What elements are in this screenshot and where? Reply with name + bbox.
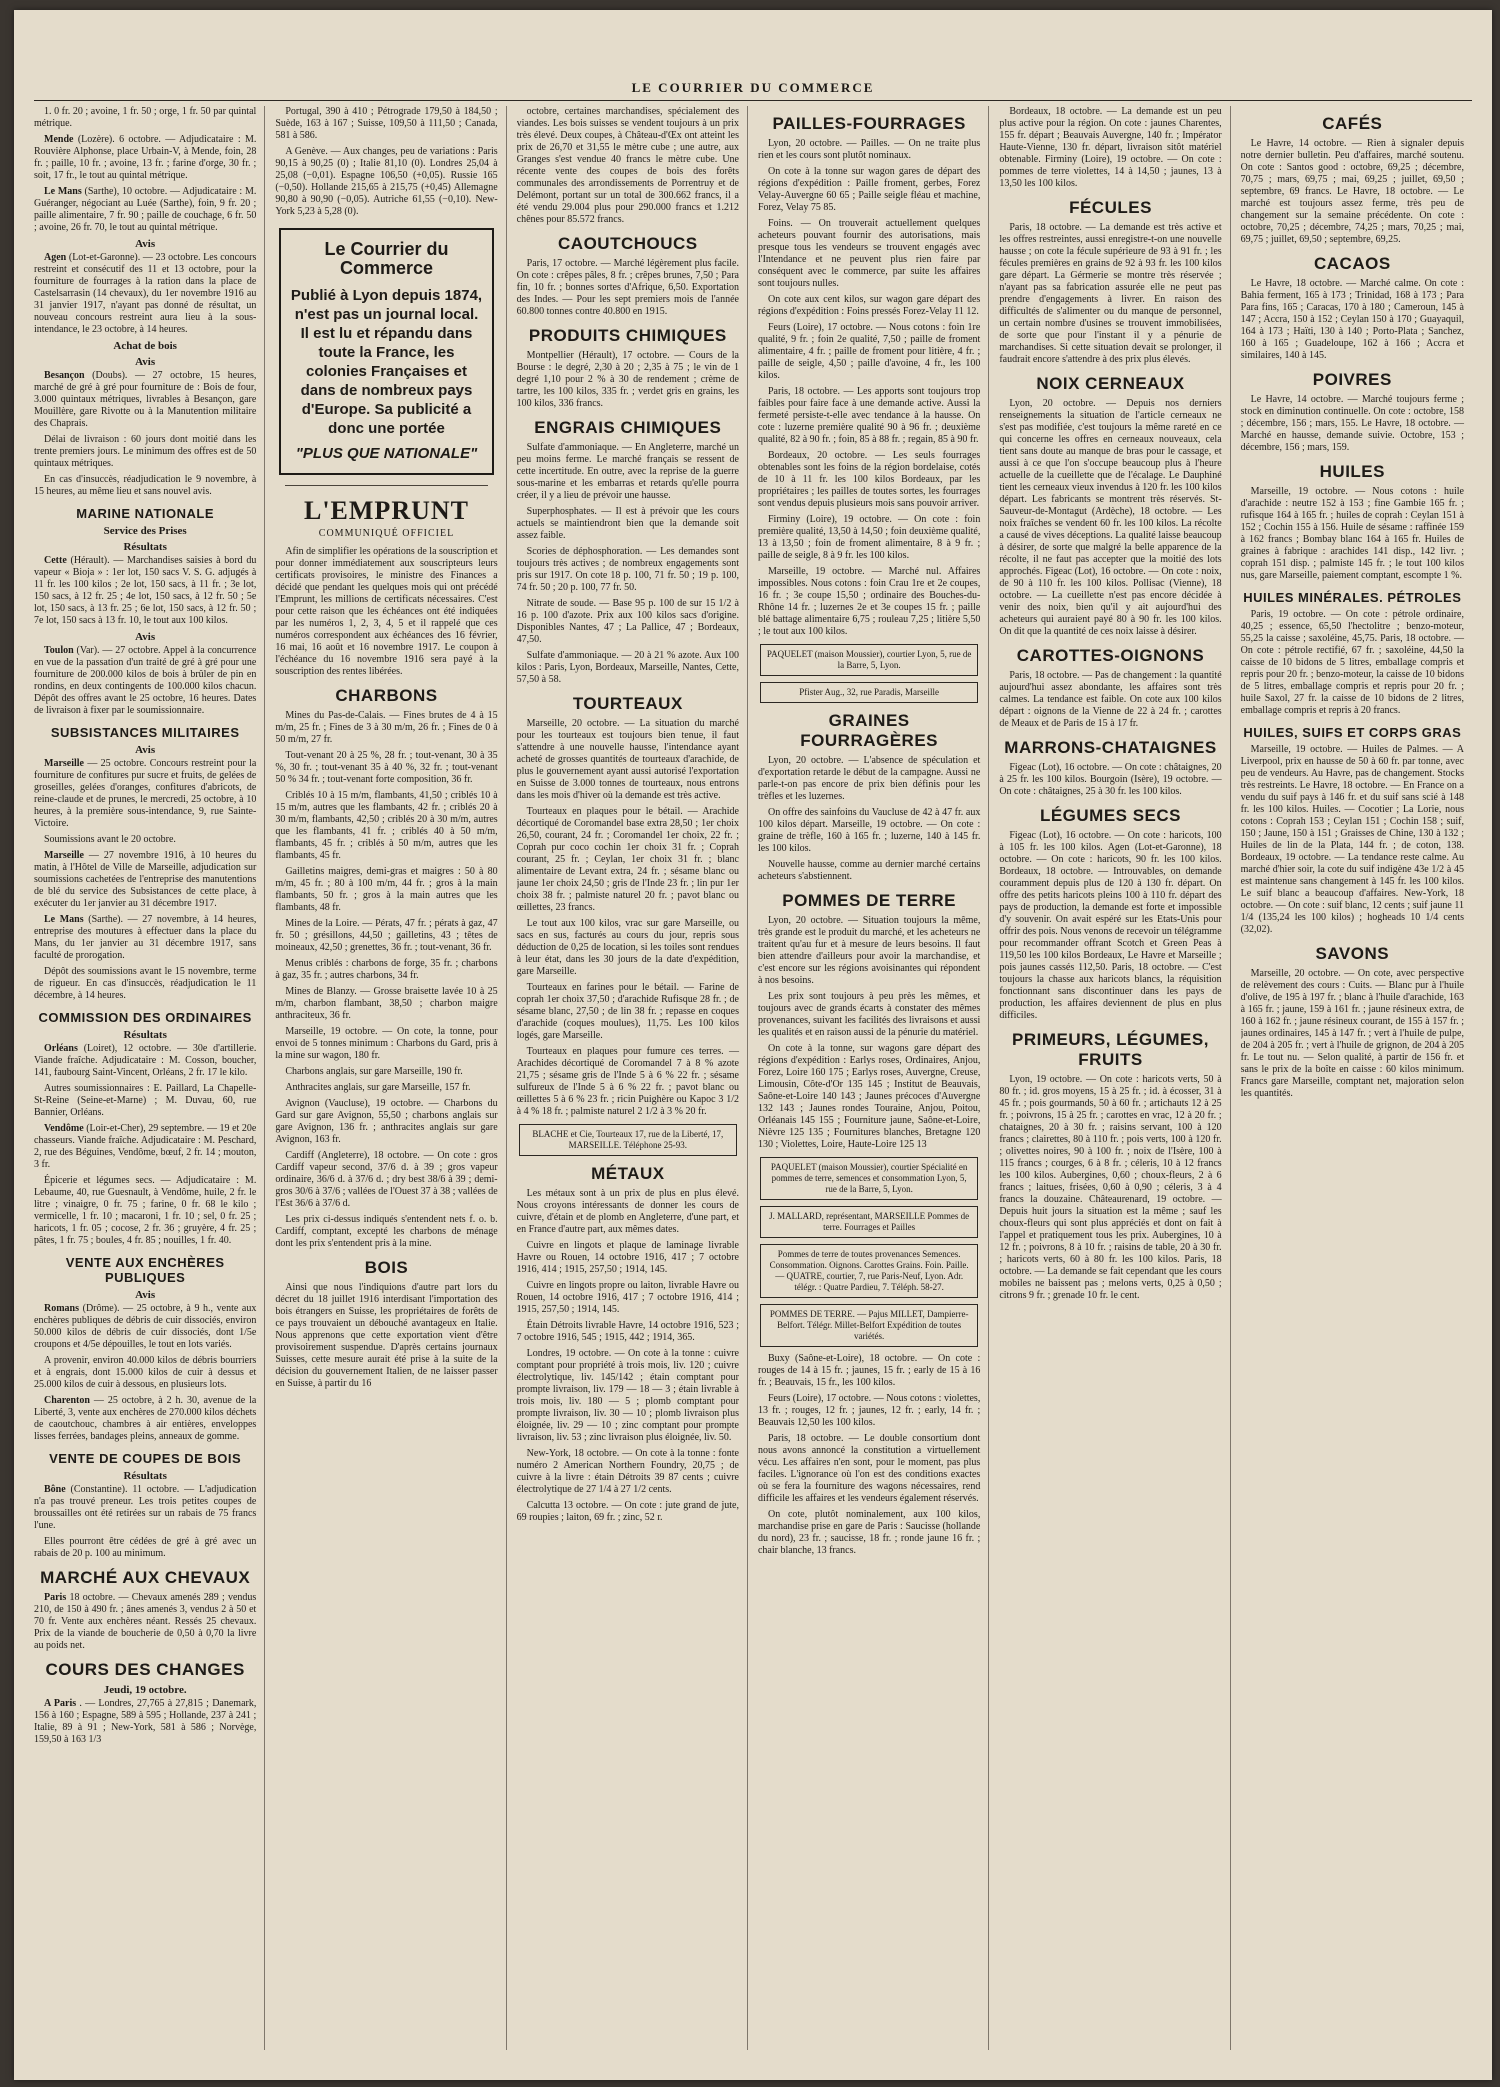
paragraph-text: (Lot-et-Garonne). — 23 octobre. Les concours restreint et consécutif des 11 et 13 octobre, pour la fourniture de fourrages à la ration dans la place de Castelsarrasin (14 chevaux), du 1er novembre 1916 au 31 janvier 1917, n'ayant pas donné de résultat, un nouveau concours restreint aura lieu à la sous-intendance, le 23 octobre, à 14 heures.	[34, 252, 257, 335]
article-paragraph: Foins. — On trouverait actuellement quelques acheteurs pouvant fournir des autorisations, mais presque tous les vendeurs se trouvent engagés avec l'Intendance et ne peuvent plus rien faire par conséquent avec le commerce, par suite les affaires sont toujours nulles.	[757, 218, 981, 289]
pdt-continued-text: Bordeaux, 18 octobre. — La demande est un peu plus active pour la région. On cote : jaunes Charentes, 155 fr. départ ; Beauvais Auvergne, 140 fr. ; Impérator Haute-Vienne, 130 fr. départ, livraison sitôt matériel obtenable. Firminy (Loire), 19 octobre. — On cote : pommes de terre violettes, 14 à 14,50 ; jaunes, 13 à 13,50 les 100 kilos.	[999, 106, 1222, 189]
charbons-title: CHARBONS	[335, 686, 438, 705]
column-5	[999, 106, 1230, 2050]
columns	[34, 106, 1472, 2050]
sub-heading: Résultats	[123, 541, 167, 553]
paragraph-text: En cas d'insuccès, réadjudication le 9 novembre, à 15 heures, au même lieu et sans nouvel avis.	[34, 474, 257, 497]
paragraph-text: A provenir, environ 40.000 kilos de débris bourriers et à engrais, dont 15.000 kilos de cuir à dessus et 25.000 kilos de cuir à dessous, en plusieurs lots.	[34, 1355, 257, 1390]
poivres-title: POIVRES	[1312, 370, 1392, 389]
place-name: Romans	[44, 1303, 80, 1314]
bois-continued-text: octobre, certaines marchandises, spécialement des viandes. Les bois suisses se vendent toujours à un prix très élevé. Deux coupes, à Château-d'Œx ont atteint les prix de 26,70 et 31,55 le mètre cube ; une autre, aux Granges s'est vendue 40 francs le mètre cube. Une récente vente des coupes de bois des forêts communales des arrondissements de Porrentruy et de Delémont, portant sur un total de 300.662 francs, il a été vendu 29.004 plus pour 290.000 francs et 1.212 chênes pour 85.572 francs.	[516, 106, 739, 225]
section-heading: COURS DES CHANGES	[45, 1660, 245, 1679]
emprunt-text: Afin de simplifier les opérations de la souscription et pour donner immédiatement aux souscripteurs leurs certificats provisoires, le ministre des Finances a décidé que pendant les quelques mois qui ont précédé l'Emprunt, les millions de certificats nécessaires. C'est pour cette raison que les échéances ont été indiquées par les numéros 1, 2, 3, 4, 5 et il rappelé que ces numéros correspondent aux échéances des 16 février, 16 mai, 16 août et 16 novembre 1917. Le coupon à l'échéance du 16 novembre 1916 sera payé à la souscription des rentes libérées.	[275, 546, 498, 677]
article-paragraph: Cuivre en lingots propre ou laiton, livrable Havre ou Rouen, 14 octobre 1916, 417 ; 7 octobre 1916, 414 ; 1915, 257,50 ; 1914, 145.	[516, 1280, 739, 1315]
article-paragraph: On cote, plutôt nominalement, aux 100 kilos, marchandise prise en gare de Paris : Saucisse (hollande du nord), 23 fr. ; saucisse, 18 fr. ; ronde jaune 16 fr. ; chair blanche, 13 francs.	[757, 1509, 981, 1556]
paragraph-text: Délai de livraison : 60 jours dont moitié dans les trente premiers jours. Le minimum des offres est de 50 quintaux métriques.	[34, 434, 257, 469]
article-paragraph: Paris, 18 octobre. — Le double consortium dont nous avons annoncé la constitution a virtuellement vécu. Les affaires n'en sont, pour le moment, pas plus faciles. L'ignorance où l'on est des conditions exactes où se fera la fourniture des wagons nécessaires, rend difficile les affaires et les vendeurs également réservés.	[757, 1433, 981, 1504]
article-paragraph: Superphosphates. — Il est à prévoir que les cours actuels se maintiendront bien que la demande soit assez faible.	[516, 506, 739, 541]
place-name: Marseille	[44, 758, 84, 769]
article-paragraph: Anthracites anglais, sur gare Marseille, 157 fr.	[285, 1082, 471, 1093]
marrons-chataignes-text: Figeac (Lot), 16 octobre. — On cote : châtaignes, 20 à 25 fr. les 100 kilos. Bourgoin (Isère), 19 octobre. — On cote : châtaignes, 25 à 30 fr. les 100 kilos.	[999, 762, 1222, 797]
article-paragraph	[34, 555, 256, 627]
section-heading: VENTE DE COUPES DE BOIS	[49, 1451, 242, 1466]
graines-section	[758, 755, 980, 883]
column-4	[758, 106, 989, 2050]
paragraph-text: — 27 novembre 1916, à 10 heures du matin, à l'Hôtel de Ville de Marseille, adjudication sur soumissions cachetées de l'entreprise des manutentions de blé du service des Subsistances de cette place, à exécuter du 1er janvier au 31 décembre 1917.	[34, 850, 257, 909]
sub-heading: Avis	[135, 744, 156, 756]
article-paragraph	[34, 1123, 256, 1171]
cafes-text: Le Havre, 14 octobre. — Rien à signaler depuis notre dernier bulletin. Peu d'affaires, marché soutenu. On cote : Santos good : octobre, 69,25 ; décembre, 70,75 ; mars, 69,75 ; mai, 69,25 ; juillet, 69,50 ; septembre, 69 francs. Le Havre, 18 octobre. — Le marché est toujours assez ferme, très peu de changement sur la semaine précédente. On cote : octobre, 70,25 ; décembre, 74,25 ; mars, 70,25 ; mai, 69,75 ; juillet, 69,50 ; septembre, 69,25.	[1240, 138, 1464, 245]
pommes-de-terre-title: POMMES DE TERRE	[782, 891, 957, 910]
noix-cerneaux-text: Lyon, 20 octobre. — Depuis nos derniers renseignements la situation de l'article cerneaux ne s'est pas modifiée, c'est toujours la même rareté en ce qui concerne les offres en cerneaux nouveaux, cela tient sans doute au manque de bras pour le cassage, et aussi à ce que l'on s'occupe beaucoup plus à l'heure actuelle de la cueillette que de l'écalage. Le Dauphiné tient les cerneaux vieux invendus à 120 fr. les 100 kilos départ. Les fabricants se montrent très réservés. St-Sauveur-de-Montagut (Ardèche), 18 octobre. — Les noix fraîches se vendent 60 fr. les 100 kilos. La récolte a causé de vives déceptions. La qualité laisse beaucoup à désirer, de sorte que malgré la belle apparence de la récolte, il ne faut pas accepter que la moitié des lots approchés. Figeac (Lot), 16 octobre. — On cote : noix, de 90 à 110 fr. les 100 kilos. Pollisac (Vienne), 18 octobre. — La cueillette n'est pas encore décidée à venir des noix, bien qu'il y ait aujourd'hui des acheteurs qui auraient payé 80 à 90 fr. les 100 kilos. On dit que la quantité de ces noix laisse à désirer.	[999, 398, 1222, 637]
article-paragraph	[34, 758, 256, 830]
huiles-text: Marseille, 19 octobre. — Nous cotons : huile d'arachide : neutre 152 à 153 ; fine Gambie 165 fr. ; rufisque 164 à 165 fr. ; huiles de coprah : Ceylan 151 à 152 ; Cochin 155 à 156. Huile de sésame : raffinée 159 à 162 francs ; Bombay blanc 164 à 165 fr. Huiles de graines à fabrique : arachides 141 disp., 142 livr. ; coprah 151 disp. ; palmiste 145 fr. ; le tout 100 kilos nus, gare Marseille, paiement comptant, escompte 1 %.	[1240, 486, 1464, 581]
article-paragraph	[34, 1043, 256, 1079]
paragraph-text: Épicerie et légumes secs. — Adjudicataire : M. Lebaume, 40, rue Guesnault, à Vendôme, huile, 2 fr. le litre ; vinaigre, 0 fr. 75 ; farine, 0 fr. 68 le kilo ; vermicelle, 1 fr. 10 ; macaroni, 1 fr. 10 ; sel, 0 fr. 25 ; haricots, 1 fr. 05 ; cocose, 2 fr. 36 ; gruyère, 4 fr. 25 ; pâtes, 1 fr. 75 ; boules, 4 fr. 85 ; nouilles, 1 fr. 40.	[34, 1175, 257, 1246]
quatre-ad-box: Pommes de terre de toutes provenances Semences. Consommation. Oignons. Carottes Grains. Foin. Paille. — QUATRE, courtier, 7, rue Paris-Neuf, Lyon. Adr. télégr. : Quatre Pardieu, 7. Téléph. 58-27.	[760, 1244, 978, 1298]
bois-title: BOIS	[364, 1258, 409, 1277]
article-paragraph	[34, 1484, 256, 1532]
paragraph-text: 18 octobre. — Chevaux amenés 289 ; vendus 210, de 150 à 490 fr. ; ânes amenés 3, vendus 2 à 50 et 70 fr. Vente aux enchères néant. Ressés 25 chevaux. Prix de la viande de boucherie de 0,50 à 0,70 la livre au poids net.	[34, 1592, 257, 1651]
caoutchoucs-text: Paris, 17 octobre. — Marché légèrement plus facile. On cote : crêpes pâles, 8 fr. ; crêpes brunes, 7,50 ; Para fin, 10 fr. ; bonnes sortes d'Afrique, 6,50. Exportation des Indes. — Pour les sept premiers mois de l'année 60.800 tonnes contre 40.800 en 1915.	[516, 258, 739, 317]
article-paragraph: Étain Détroits livrable Havre, 14 octobre 1916, 523 ; 7 octobre 1916, 545 ; 1915, 442 ; 1914, 365.	[516, 1320, 739, 1343]
savons-text: Marseille, 20 octobre. — On cote, avec perspective de relèvement des cours : Cuits. — Blanc pur à l'huile d'olive, de 195 à 197 fr. ; blanc à l'huile d'arachide, 163 à 165 fr. ; jaune, 159 à 161 fr. ; jaune résineux extra, de 160 à 162 fr. ; jaune résineux courant, de 155 à 157 fr. ; jaunes ordinaires, 145 à 147 fr. ; vert à l'huile de pulpe, de 204 à 205 fr. ; vert à l'huile de grignon, de 204 à 205 fr. Le tout nu. — Selon qualité, à partir de 156 fr. et sans le prix de la boîte en caisse : 60 kilos minimum. Francs gare Marseille, comptant net, majoration selon les quantités.	[1240, 968, 1464, 1099]
column-3	[517, 106, 748, 2050]
article-paragraph	[34, 134, 256, 182]
paragraph-text: Dépôt des soumissions avant le 15 novembre, terme de rigueur. En cas d'insuccès, réadjudication le 11 décembre, à 14 heures.	[34, 966, 257, 1001]
article-paragraph	[34, 1536, 256, 1560]
ad-footer: "PLUS QUE NATIONALE"	[295, 445, 478, 462]
article-paragraph: Tout-venant 20 à 25 %, 28 fr. ; tout-venant, 30 à 35 %, 30 fr. ; tout-venant 35 à 40 %, 32 fr. ; tout-venant 50 % 34 fr. ; tout-venant forte composition, 36 fr.	[275, 750, 498, 785]
suifs-title: HUILES, SUIFS ET CORPS GRAS	[1243, 725, 1462, 740]
place-name: Le Mans	[44, 914, 84, 925]
article-paragraph: Sulfate d'ammoniaque. — En Angleterre, marché un peu moins ferme. Le marché français se ressent de cette incertitude. En outre, avec la reprise de la guerre sous-marine et les embarras et retards qu'elle pourra créer, il y a lieu de prévoir une hausse.	[516, 442, 739, 501]
fecules-text: Paris, 18 octobre. — La demande est très active et les offres restreintes, aussi enregistre-t-on une nouvelle hausse ; on cote la fécule supérieure de 93 à 91 fr. ; les fécules premières en grains de 92 à 93 fr. les 100 kilos gare départ. La Gérmerie se montre très réservée ; n'ayant pas sa fabrication assurée elle ne peut pas prendre d'engagements à livrer. En raison des difficultés de s'alimenter ou du manque de personnel, un certain nombre d'usines se trouvent immobilisées, de sorte que pour l'instant il y a pénurie de marchandises. Si cette situation devait se prolonger, il faudrait encore s'attendre à des prix plus élevés.	[999, 222, 1222, 365]
noix-cerneaux-title: NOIX CERNEAUX	[1036, 374, 1185, 393]
paragraph-text: (Var). — 27 octobre. Appel à la concurrence en vue de la passation d'un traité de gré à gré pour une fourniture de 200.000 kilos de bois à brûler de pin en rondins, en deux contingents de 100.000 kilos chacun. Dépôt des offres avant le 25 octobre, 16 heures. Dates de livraison à fixer par le soumissionnaire.	[34, 645, 257, 716]
paquelet-ad-box: PAQUELET (maison Moussier), courtier Lyon, 5, rue de la Barre, 5, Lyon.	[760, 644, 978, 676]
article-paragraph: Tourteaux en farines pour le bétail. — Farine de coprah 1er choix 37,50 ; d'arachide Rufisque 28 fr. ; de sésame blanc, 27,50 ; de lin 38 fr. ; repasse en coques d'arachide (coques moulues), 11,75. Les 100 kilos logés, gare Marseille.	[516, 982, 739, 1041]
paragraph-text: (Sarthe), 10 octobre. — Adjudicataire : M. Guéranger, négociant au Luée (Sarthe), foin, 9 fr. 20 ; paille alimentaire, 7 fr. 90 ; paille de couchage, 6 fr. 50 ; avoine, 26 fr. 70, le tout au quintal métrique.	[34, 186, 257, 233]
legumes-secs-title: LÉGUMES SECS	[1039, 806, 1182, 825]
section-heading: SUBSISTANCES MILITAIRES	[50, 725, 240, 740]
place-name: Le Mans	[44, 186, 82, 197]
article-paragraph: Nitrate de soude. — Base 95 p. 100 de sur 15 1/2 à 16 p. 100 d'azote. Prix aux 100 kilos sacs d'origine. Disponibles Nantes, 47 ; La Pallice, 47 ; Bordeaux, 47,50.	[516, 598, 739, 645]
paragraph-text: (Constantine). 11 octobre. — L'adjudication n'a pas trouvé preneur. Les trois petites coupes de broussailles ont été retirées sur un rabais de 75 francs l'une.	[34, 1484, 257, 1531]
emprunt-title: L'EMPRUNT	[303, 496, 469, 525]
article-paragraph: Les prix sont toujours à peu près les mêmes, et toujours avec de grands écarts à constater des mêmes provenances, suivant les facilités des livraisons et aussi les qualités et en raison aussi de la pénurie du matériel.	[757, 991, 981, 1038]
article-paragraph: Marseille, 19 octobre. — On cote, la tonne, pour envoi de 5 tonnes minimum : Charbons du Gard, pris à la mine sur wagon, 180 fr.	[275, 1026, 498, 1061]
marrons-chataignes-title: MARRONS-CHATAIGNES	[1004, 738, 1217, 757]
emprunt-subtitle: COMMUNIQUÉ OFFICIEL	[318, 528, 455, 539]
page-header: LE COURRIER DU COMMERCE	[34, 80, 1472, 101]
article-paragraph: Cuivre en lingots et plaque de laminage livrable Havre ou Rouen, 14 octobre 1916, 417 ; 7 octobre 1916, 414 ; 1915, 257,50 ; 1914, 145.	[516, 1240, 739, 1275]
article-paragraph: On cote à la tonne, sur wagons gare départ des régions d'expédition : Earlys roses, Ordinaires, Anjou, Forez, Loire 160 175 ; Earlys roses, Auvergne, Creuse, Limousin, Côte-d'Or 135 145 ; Institut de Beauvais, Saône-et-Loire 140 143 ; Jaunes précoces d'Auvergne 132 143 ; Jaunes rondes Touraine, Anjou, Poitou, Orléanais 145 155 ; Fourniture jaune, Saône-et-Loire, Nièvre 125 135 ; Fournitures blanches, Bretagne 120 130 ; Violettes, Loire, Haute-Loire 125 13	[757, 1043, 981, 1150]
pailles-section	[758, 138, 980, 638]
column-2	[275, 106, 506, 2050]
article-paragraph: On offre des sainfoins du Vaucluse de 42 à 47 fr. aux 100 kilos départ. Marseille, 19 octobre. — On cote : graine de trèfle, 160 à 165 fr. ; luzerne, 140 à 145 fr. les 100 kilos.	[757, 807, 981, 854]
paragraph-text: — 25 octobre. Concours restreint pour la fourniture de confitures pur sucre et fruits, de gelées de groseilles, gelées d'oranges, confitures d'abricots, de reine-claude et de prunes, le mercredi, 25 octobre, à 10 heures, à la première sous-intendance, 9, rue Sainte-Victoire.	[34, 758, 257, 829]
place-name: Mende	[44, 134, 74, 145]
caoutchoucs-title: CAOUTCHOUCS	[558, 234, 698, 253]
article-paragraph: On cote à la tonne sur wagon gares de départ des régions d'expédition : Paille froment, gerbes, Forez Velay-Auvergne 60 65 ; Paille seigle fléau et machine, Forez, Velay 75 85.	[757, 166, 981, 213]
sub-heading: Avis	[135, 238, 156, 250]
paragraph-text: (Sarthe). — 27 novembre, à 14 heures, entreprise des moutures à effectuer dans la place du Mans, du 1er janvier au 31 décembre 1917, sans faculté de prorogation.	[34, 914, 257, 961]
article-paragraph	[34, 106, 256, 130]
paragraph-text: Elles pourront être cédées de gré à gré avec un rabais de 20 p. 100 au minimum.	[34, 1536, 257, 1559]
pailles-fourrages-title: PAILLES-FOURRAGES	[772, 114, 966, 133]
article-paragraph: Tourteaux en plaques pour fumure ces terres. — Arachides décortiqué de Coromandel 7 à 8 % azote 21,75 ; sésame gris de l'Inde 5 à 6 % 22 fr. ; sésame sulfureux de l'Inde 5 à 6 % 22 fr. ; pavot blanc ou œillettes 5 à 6 % 23 fr. ; ricin Puighère ou Kapoc 3 1/2 à 4 % 18 fr. ; palmiste naturel 2 1/2 à 3 % 20 fr.	[516, 1046, 739, 1117]
article-paragraph: Londres, 19 octobre. — On cote à la tonne : cuivre comptant pour propriété à trois mois, liv. 120 ; cuivre électrolytique, liv. 145/142 ; étain comptant pour prompte livraison, liv. 179 — 18 — 3 ; étain livrable à trois mois, liv. 180 — 5 ; plomb comptant pour prompte livraison, liv. 30 — 10 ; plomb livraison plus éloignée, liv. 29 — 10 ; zinc comptant pour prompte livraison, liv. 53 ; zinc livraison plus éloignée, liv. 50.	[516, 1348, 739, 1443]
charbons-section	[275, 710, 497, 1250]
article-paragraph: Lyon, 20 octobre. — Pailles. — On ne traite plus rien et les cours sont plutôt nominaux.	[757, 138, 981, 161]
place-name: Agen	[44, 252, 67, 263]
article-paragraph: Le tout aux 100 kilos, vrac sur gare Marseille, ou sacs en sus, facturés au cours du jour, repris sous déduction de 0,25 de location, si les toiles sont rendues à leur état, dans les 30 jours de la date d'expédition, gare Marseille.	[516, 918, 739, 977]
primeurs-title: PRIMEURS, LÉGUMES, FRUITS	[1012, 1030, 1209, 1069]
article-paragraph	[34, 474, 256, 498]
paragraph-text: 1. 0 fr. 20 ; avoine, 1 fr. 50 ; orge, 1 fr. 50 par quintal métrique.	[34, 106, 257, 129]
article-paragraph	[34, 1303, 256, 1351]
article-paragraph: Cardiff (Angleterre), 18 octobre. — On cote : gros Cardiff vapeur second, 37/6 d. à 39 ; gros vapeur ordinaire, 36/6 d. à 37/6 d. ; dry best 38/6 à 39 ; demi-gros 30/6 à 37/6 ; vallées de l'Ouest 37 à 38 ; vallées de l'Est 36/6 à 37/6 d.	[275, 1150, 498, 1209]
section-heading: COMMISSION DES ORDINAIRES	[38, 1010, 252, 1025]
article-paragraph: Paris, 18 octobre. — Les apports sont toujours trop faibles pour faire face à une demande active. Aussi la fermeté persiste-t-elle avec tendance à la hausse. On cote : luzerne première qualité 90 à 96 fr. ; deuxième qualité, 82 à 90 fr. ; foin, 85 à 88 fr. ; regain, 85 à 90 fr.	[757, 386, 981, 445]
cacaos-title: CACAOS	[1313, 254, 1391, 273]
place-name: Paris	[44, 1592, 67, 1603]
sub-heading: Service des Prises	[103, 525, 187, 537]
section-heading: MARINE NATIONALE	[76, 506, 215, 521]
article-paragraph: Criblés 10 à 15 m/m, flambants, 41,50 ; criblés 10 à 15 m/m, autres que les flambants, 42 fr. ; criblés 20 à 30 m/m, flambants, 42,50 ; criblés 20 à 30 m/m, autres que les flambants, 41 fr. ; criblés 40 à 50 m/m, flambants, 45 fr. ; criblés à 50 m/m, autres que les flambants, 45 fr.	[275, 790, 498, 861]
article-paragraph: Feurs (Loire), 17 octobre. — Nous cotons : foin 1re qualité, 9 fr. ; foin 2e qualité, 7,50 ; paille de froment alimentaire, 4 fr. ; paille de froment pour litière, 4 fr. ; paille de seigle, 4,50 ; paille d'avoine, 4 fr., les 100 kilos.	[757, 322, 981, 381]
article-paragraph	[34, 1698, 256, 1746]
changes-continued-text: Portugal, 390 à 410 ; Pétrograde 179,50 à 184,50 ; Suède, 163 à 167 ; Suisse, 109,50 à 111,50 ; Canada, 581 à 586.	[275, 106, 498, 141]
article-paragraph: Tourteaux en plaques pour le bétail. — Arachide décortiqué de Coromandel base extra 28,50 ; 1er choix 26,50, courant, 24 fr. ; Coromandel 1er choix, 22 fr. ; Coprah pur coco cochin 1er choix 31 fr. ; Coprah courant, 25 fr. ; Ceylan, 1er choix 31 fr. ; blanc alimentaire de Levant extra, 24 fr. ; sésame blanc ou jaune 1er choix 24,50 ; gris de l'Inde 23 fr. ; lin pur 1er choix 38 fr. ; palmiste naturel 20 fr. ; pavot blanc ou œillettes, 23 francs.	[516, 806, 739, 913]
article-paragraph	[34, 186, 256, 234]
section-heading: MARCHÉ AUX CHEVAUX	[40, 1568, 251, 1587]
column-1	[34, 106, 265, 2050]
paragraph-text: (Doubs). — 27 octobre, 15 heures, marché de gré à gré pour fourniture de : Bois de four, 3.000 quintaux métriques, livrables à Besançon, gare Mouillère, gare Rivotte ou à la Manutention militaire des Chaprais.	[34, 370, 257, 429]
sub-heading: Jeudi, 19 octobre.	[103, 1684, 187, 1696]
article-paragraph: Sulfate d'ammoniaque. — 20 à 21 % azote. Aux 100 kilos : Paris, Lyon, Bordeaux, Marseille, Nantes, Cette, 57,50 à 58.	[516, 650, 739, 685]
article-paragraph: Mines du Pas-de-Calais. — Fines brutes de 4 à 15 m/m, 25 fr. ; Fines de 3 à 30 m/m, 26 fr. ; Fines de 0 à 50 m/m, 27 fr.	[275, 710, 498, 745]
article-paragraph	[34, 1395, 256, 1443]
section-heading: VENTE AUX ENCHÈRES PUBLIQUES	[65, 1255, 225, 1285]
article-paragraph: New-York, 18 octobre. — On cote à la tonne : fonte numéro 2 American Northern Foundry, 20,75 ; de cuivre à la livre : étain Détroits 39 87 cents ; cuivre électrolytique de 27 1/4 à 27 1/2 cents.	[516, 1448, 739, 1495]
mallard-ad-box: J. MALLARD, représentant, MARSEILLE Pommes de terre. Fourrages et Pailles	[760, 1206, 978, 1238]
place-name: Marseille	[44, 850, 84, 861]
huiles-title: HUILES	[1319, 462, 1385, 481]
engrais-section	[517, 442, 739, 686]
newspaper-page	[14, 10, 1492, 2080]
place-name: Toulon	[44, 645, 74, 656]
carottes-oignons-title: CAROTTES-OIGNONS	[1016, 646, 1205, 665]
ad-title: Le Courrier du Commerce	[324, 239, 449, 278]
fecules-title: FÉCULES	[1069, 198, 1152, 217]
paragraph-text: (Loiret), 12 octobre. — 30e d'artillerie. Viande fraîche. Adjudicataire : M. Cosson, boucher, 141, faubourg Saint-Vincent, Orléans, 2 fr. 17 le kilo.	[34, 1043, 257, 1078]
poivres-text: Le Havre, 14 octobre. — Marché toujours ferme ; stock en diminution continuelle. On cote : octobre, 158 ; décembre, 156 ; mars, 155. Le Havre, 18 octobre. — Marché en hausse, demande suivie. Octobre, 153 ; décembre, 156 ; mars, 159.	[1240, 394, 1464, 453]
article-paragraph: Marseille, 20 octobre. — La situation du marché pour les tourteaux est toujours bien tenue, il faut s'attendre à une nouvelle hausse, l'intendance ayant acheté de grosses quantités de tourteaux d'arachide, de plus le gouvernement ayant aussi autorisé l'exportation en Suisse de 3.000 tonnes de tourteaux, nous entrons dans les mois d'hiver où la demande est très active.	[516, 718, 739, 801]
paragraph-text: (Drôme). — 25 octobre, à 9 h., vente aux enchères publiques de débris de cuir dissociés, environ 50.000 kilos de débris de cuir dissociés, dont 1/5e croupons et 4/5e dépouilles, le tout en lots variés.	[34, 1303, 257, 1350]
place-name: A Paris	[44, 1698, 77, 1709]
article-paragraph: Mines de Blanzy. — Grosse braisette lavée 10 à 25 m/m, charbon flambant, 38,50 ; charbon maigre anthraciteux, 36 fr.	[275, 986, 498, 1021]
graines-fourrageres-title: GRAINES FOURRAGÈRES	[800, 711, 939, 750]
produits-chimiques-title: PRODUITS CHIMIQUES	[528, 326, 727, 345]
article-paragraph	[34, 645, 256, 717]
article-paragraph: Bordeaux, 20 octobre. — Les seuls fourrages obtenables sont les foins de la région bordelaise, cotés de 10 à 11 fr. les 100 kilos Bordeaux, par les propriétaires ; les pailles de toutes sortes, les fourrages sont vendus depuis plusieurs mois sans pouvoir arriver.	[757, 450, 981, 509]
place-name: Cette	[44, 555, 67, 566]
article-paragraph: Feurs (Loire), 17 octobre. — Nous cotons : violettes, 13 fr. ; rouges, 12 fr. ; jaunes, 12 fr. ; early, 14 fr. ; Beauvais 12,50 les 100 kilos.	[757, 1393, 981, 1428]
place-name: Besançon	[44, 370, 85, 381]
article-paragraph: Buxy (Saône-et-Loire), 18 octobre. — On cote : rouges de 14 à 15 fr. ; jaunes, 15 fr. ; early de 15 à 16 fr. ; Beauvais, 15 fr., les 100 kilos.	[757, 1353, 981, 1388]
article-paragraph: Avignon (Vaucluse), 19 octobre. — Charbons du Gard sur gare Avignon, 55,50 ; charbons anglais sur gare Avignon, 136 fr. ; anthracites anglais sur gare Avignon, 163 fr.	[275, 1098, 498, 1145]
tourteaux-section	[517, 718, 739, 1118]
article-paragraph: Charbons anglais, sur gare Marseille, 190 fr.	[285, 1066, 463, 1077]
article-paragraph: Les métaux sont à un prix de plus en plus élevé. Nous croyons intéressants de donner les cours de cuivre, d'étain et de plomb en Angleterre, d'une part, et en France d'autre part, aux mêmes dates.	[516, 1188, 739, 1235]
huiles-minerales-title: HUILES MINÉRALES. PÉTROLES	[1243, 590, 1462, 605]
paquelet-pdt-ad-box: PAQUELET (maison Moussier), courtier Spécialité en pommes de terre, semences et consommation Lyon, 5, rue de la Barre, 5, Lyon.	[760, 1157, 978, 1200]
article-paragraph	[34, 1175, 256, 1247]
savons-title: SAVONS	[1315, 944, 1390, 963]
paragraph-text: — 25 octobre, à 2 h. 30, avenue de la Liberté, 3, vente aux enchères de 270.000 kilos déchets de caoutchouc, chambres à air entières, enveloppes lisses ferrées, bandages pleins, anneaux de gomme.	[34, 1395, 257, 1442]
courrier-ad-box	[279, 228, 493, 475]
cacaos-text: Le Havre, 18 octobre. — Marché calme. On cote : Bahia ferment, 165 à 173 ; Trinidad, 168 à 173 ; Para Para fins, 165 ; Caracas, 170 à 180 ; Cameroun, 145 à 147 ; Accra, 150 à 152 ; Ceylan 150 à 170 ; Guayaquil, 164 à 173 ; Haïti, 130 à 140 ; Porto-Plata ; Sanchez, 160 à 165 ; Guadeloupe, 162 à 166 ; Accra et similaires, 140 à 145.	[1240, 278, 1464, 361]
huiles-minerales-text: Paris, 19 octobre. — On cote : pétrole ordinaire, 40,25 ; essence, 65,50 l'hectolitre ; benzo-moteur, 55,25 la caisse ; saxoléine, 45,75. Paris, 18 octobre. — On cote : pétrole rectifié, 67 fr. ; saxoléine, 44,50 la caisse de 10 bidons de 5 litres, emballage compris et repris pour 20 fr. ; benzo-moteur, la caisse de 10 bidons de 5 litres, emballage compris et repris pour 20 fr. ; huile Saxol, 27 fr. la caisse de 10 bidons de 2 litres, emballage compris et repris à 20 francs.	[1240, 609, 1464, 716]
blache-ad-box: BLACHE et Cie, Tourteaux 17, rue de la Liberté, 17, MARSEILLE. Téléphone 25-93.	[519, 1124, 737, 1156]
article-paragraph	[34, 370, 256, 430]
article-paragraph: On cote aux cent kilos, sur wagon gare départ des régions d'expédition : Foins pressés Forez-Velay 11 12.	[757, 294, 981, 317]
article-paragraph: Scories de déphosphoration. — Les demandes sont toujours très actives ; de nombreux engagements sont pris sur 1917. On cote 18 p. 100, 71 fr. 50 ; 19 p. 100, 74 fr. 50 ; 20 p. 100, 77 fr. 50.	[516, 546, 739, 593]
sub-heading: Avis	[135, 1289, 156, 1301]
article-paragraph: Lyon, 20 octobre. — L'absence de spéculation et d'exportation retarde le début de la campagne. Aussi ne parle-t-on pas encore de prix bien définis pour les trèfles et les luzernes.	[757, 755, 981, 802]
article-paragraph: Menus criblés : charbons de forge, 35 fr. ; charbons à gaz, 35 fr. ; autres charbons, 34 fr.	[275, 958, 498, 981]
geneve-changes-text: A Genève. — Aux changes, peu de variations : Paris 90,15 à 90,25 (0) ; Italie 81,10 (0). Londres 25,04 à 25,08 (−0,01). Espagne 106,50 (+0,05). Russie 165 (−0,50). Hollande 215,65 à 215,75 (+0,45) Allemagne 90,80 à 90,90 (−0,05). Autriche 61,55 (−0,10). New-York 5,23 à 5,28 (0).	[275, 146, 498, 217]
article-paragraph: Marseille, 19 octobre. — Marché nul. Affaires impossibles. Nous cotons : foin Crau 1re et 2e coupes, 16 fr. ; 3e coupe 15,50 ; ordinaire des Bouches-du-Rhône 14 fr. ; luzernes 2e et 3e coupes 15 fr. ; paille blé battage alimentaire 6,75 ; rouleau 7,25 ; litière 5,50 ; le tout aux 100 kilos.	[757, 566, 981, 637]
paragraph-text: . — Londres, 27,765 à 27,815 ; Danemark, 156 à 160 ; Espagne, 589 à 595 ; Hollande, 237 à 241 ; Italie, 89 à 91 ; New-York, 581 à 586 ; Norvège, 159,50 à 163 1/3	[34, 1698, 257, 1745]
paragraph-text: Soumissions avant le 20 octobre.	[44, 834, 176, 845]
legumes-secs-text: Figeac (Lot), 16 octobre. — On cote : haricots, 100 à 105 fr. les 100 kilos. Agen (Lot-et-Garonne), 18 octobre. — On cote : haricots, 90 fr. les 100 kilos. Bordeaux, 18 octobre. — Introuvables, on demande couramment depuis plus de 120 à 130 fr. départ. On offre des petits haricots pleins 100 à 110 fr. départ des pays de production, la demande est forte et impossible d'y souvenir. On avait espéré sur les Etats-Unis pour offrir des pois. Nous venons de recevoir un télégramme pour recommander offrant Scotch et Green Peas à 119,50 les 100 kilos Bordeaux, Le Havre et Marseille ; pois jaunes cassés 112,50. Paris, 18 octobre. — C'est toujours la chasse aux haricots blancs, la réquisition fonctionnant sans discontinuer dans les pays de production, les affaires deviennent de plus en plus difficiles.	[999, 830, 1222, 1021]
article-paragraph	[34, 434, 256, 470]
paragraph-text: (Hérault). — Marchandises saisies à bord du vapeur « Bioja » : 1er lot, 150 sacs V. S. G. adjugés à 11 fr. les 100 kilos ; 2e lot, 150 sacs, à 11 fr. ; 3e lot, 150 sacs, à 12 fr. 25 ; 4e lot, 150 sacs, à 12 fr. 50 ; 5e lot, 150 sacs, à 13 fr. 25 ; 6e lot, 150 sacs, à 12 fr. 50 ; 7e lot, 150 sacs à 13 fr. 10, le tout aux 100 kilos.	[34, 555, 257, 626]
article-paragraph: Les prix ci-dessus indiqués s'entendent nets f. o. b. Cardiff, comptant, excepté les charbons de ménage dont les prix s'entendent pris à la mine.	[275, 1214, 498, 1249]
article-paragraph	[34, 914, 256, 962]
sub-heading: Achat de bois	[113, 340, 177, 352]
sub-heading: Avis	[135, 631, 156, 643]
divider	[285, 485, 487, 486]
paragraph-text: (Lozère). 6 octobre. — Adjudicataire : M. Rouvière Alphonse, place Urbain-V, à Mende, foin, 28 fr. ; paille, 10 fr. ; avoine, 13 fr. ; farine d'orge, 30 fr. ; soit, 17 fr., le tout au quintal métrique.	[34, 134, 257, 181]
pfister-ad-box: Pfister Aug., 32, rue Paradis, Marseille	[760, 682, 978, 703]
ad-body: Publié à Lyon depuis 1874, n'est pas un journal local. Il est lu et répandu dans toute la France, les colonies Françaises et dans de nombreux pays d'Europe. Sa publicité a donc une portée	[290, 287, 483, 437]
place-name: Bône	[44, 1484, 66, 1495]
place-name: Orléans	[44, 1043, 78, 1054]
engrais-chimiques-title: ENGRAIS CHIMIQUES	[534, 418, 722, 437]
article-paragraph: Gailletins maigres, demi-gras et maigres : 50 à 80 m/m, 45 fr. ; 80 à 100 m/m, 44 fr. ; gros à la main flambants, 50 fr. ; gros à la main autres que les flambants, 48 fr.	[275, 866, 498, 913]
tourteaux-title: TOURTEAUX	[572, 694, 683, 713]
pdt-after-section	[758, 1353, 980, 1557]
article-paragraph: Nouvelle hausse, comme au dernier marché certains acheteurs s'abstiennent.	[757, 859, 981, 882]
article-paragraph: Firminy (Loire), 19 octobre. — On cote : foin première qualité, 13,50 à 14,50 ; foin deuxième qualité, 13 à 13,50 ; foin de froment alimentaire, 8 à 9 fr. ; paille de seigle, 8 à 9 fr. les 100 kilos.	[757, 514, 981, 561]
column-6	[1241, 106, 1472, 2050]
metaux-title: MÉTAUX	[591, 1164, 665, 1183]
sub-heading: Avis	[135, 356, 156, 368]
place-name: Charenton	[44, 1395, 90, 1406]
paragraph-text: (Loir-et-Cher), 29 septembre. — 19 et 20e chasseurs. Viande fraîche. Adjudicataire : M. Peschard, 2, rue des Béguines, Vendôme, bœuf, 2 fr. 14 ; mouton, 3 fr.	[34, 1123, 257, 1170]
article-paragraph	[34, 1592, 256, 1652]
millet-ad-box: POMMES DE TERRE. — Pajus MILLET, Dampierre-Belfort. Télégr. Millet-Belfort Expédition de toutes variétés.	[760, 1304, 978, 1347]
sub-heading: Résultats	[123, 1029, 167, 1041]
suifs-text: Marseille, 19 octobre. — Huiles de Palmes. — A Liverpool, prix en hausse de 50 à 60 fr. par tonne, avec peu de vendeurs. Au Havre, pas de changement. Stocks très restreints. Le Havre, 18 octobre. — En France on a vendu du suif pays à 146 fr. et du suif sans scié à 148 fr. les 100 kilos. Huiles. — Cocotier ; La Lorie, nous cotons : Coprah 153 ; Ceylan 151 ; Cochin 158 ; suif, 150 ; Jaune, 150 à 151 ; Graisses de Chine, 130 à 132 ; Huiles de lin de la Plata, 144 fr. ; de coton, 138. Bordeaux, 19 octobre. — La tendance reste calme. Au marché d'hier soir, la cote du suif indigène 43e 1/2 à 45 est maintenue sans changement à 145 fr. les 100 kilos. Le suif blanc a beaucoup d'affaires. New-York, 18 octobre. — On cote : suif blanc, 12 cents ; suif jaune 11 1/4 (135,24 les 100 kilos) ; hogheads 10 1/4 cents (32,02).	[1240, 744, 1464, 935]
primeurs-text: Lyon, 19 octobre. — On cote : haricots verts, 50 à 80 fr. ; id. gros moyens, 15 à 25 fr. ; id. à écosser, 31 à 45 fr. ; pois gourmands, 50 à 60 fr. ; artichauts 12 à 25 fr. ; poivrons, 15 à 25 fr. ; carottes en vrac, 12 à 20 fr. ; chataignes, 20 à 30 fr. ; raisins servant, 100 à 120 francs ; clairettes, 80 à 110 fr. ; pois verts, 100 à 120 fr. ; olivettes noires, 90 à 100 fr. ; noix de l'Isère, 100 à 115 francs ; courges, 6 à 8 fr. ; céleris, 10 à 12 francs les 100 kilos. Aubergines, 0,60 ; choux-fleurs, 2 à 6 francs ; laitues, frisées, 0,60 à 0,90 ; céleris, 3 à 4 francs la douzaine. Châteaurenard, 19 octobre. — Depuis huit jours la situation est la même ; sauf les choux-fleurs qui sont plus appréciés et dont on fait à l'appel et pratiquement tous les prix. Aubergines, 10 à 12 fr. ; poivrons, 8 à 10 fr. ; raisins de table, 20 à 30 fr. ; haricots verts, 60 à 80 fr. les 100 kilos. Paris, 18 octobre. — La demande se fait cependant que les cours mobiles ne baissent pas ; melons verts, 0,25 à 0,50 ; citrons 9 fr. ; grenade 10 fr. le cent.	[999, 1074, 1222, 1301]
cafes-title: CAFÉS	[1322, 114, 1383, 133]
produits-chimiques-text: Montpellier (Hérault), 17 octobre. — Cours de la Bourse : le degré, 2,30 à 20 ; 2,35 à 75 ; le vin de 1 degré 1,10 pour 2 % à 30 de rendement ; crème de tartre, les 100 kilos, 335 fr. ; verdet gris en grains, les 100 kilos, 336 francs.	[516, 350, 739, 409]
bois-text: Ainsi que nous l'indiquions d'autre part lors du décret du 18 juillet 1916 interdisant l'importation des bois étrangers en Suisse, les propriétaires de forêts de ce pays trouvaient un débouché avantageux en Italie. Nous apprenons que cette exportation vient d'être provisoirement suspendue. D'après certains journaux Suisses, cette mesure aurait été prise à la suite de la décision du gouvernement Italien, de ne laisser passer en Suisse, à partir du 16	[275, 1282, 498, 1389]
metaux-section	[517, 1188, 739, 1524]
sub-heading: Résultats	[123, 1470, 167, 1482]
article-paragraph	[34, 252, 256, 336]
paragraph-text: Autres soumissionnaires : E. Paillard, La Chapelle-St-Reine (Seine-et-Marne) ; M. Duvau, 60, rue Bannier, Orléans.	[34, 1083, 257, 1118]
article-paragraph: Lyon, 20 octobre. — Situation toujours la même, très grande est le produit du marché, et les acheteurs ne traitent qu'au fur et à mesure de leurs besoins. Il faut bien attendre d'ailleurs pour avoir la marchandise, et c'est encore sur les régions avoisinantes qui répondent à nos besoins.	[757, 915, 981, 986]
article-paragraph	[34, 966, 256, 1002]
article-paragraph: Calcutta 13 octobre. — On cote : jute grand de jute, 69 roupies ; laiton, 69 fr. ; zinc, 52 r.	[516, 1500, 739, 1523]
article-paragraph	[34, 1083, 256, 1119]
carottes-oignons-text: Paris, 18 octobre. — Pas de changement : la quantité aujourd'hui assez abondante, les affaires sont très calmes. La tendance est faible. On cote aux 100 kilos départ : oignons de la Vienne de 22 à 24 fr. ; carottes de Meaux et de Paris de 15 à 17 fr.	[999, 670, 1222, 729]
place-name: Vendôme	[44, 1123, 84, 1134]
article-paragraph	[34, 850, 256, 910]
pommes-section	[758, 915, 980, 1151]
article-paragraph	[34, 834, 256, 846]
article-paragraph	[34, 1355, 256, 1391]
article-paragraph: Mines de la Loire. — Pérats, 47 fr. ; pérats à gaz, 47 fr. 50 ; grésillons, 44,50 ; gailletins, 43 ; têtes de moineaux, 42,50 ; grenettes, 36 fr. ; tout-venant, 36 fr.	[275, 918, 498, 953]
